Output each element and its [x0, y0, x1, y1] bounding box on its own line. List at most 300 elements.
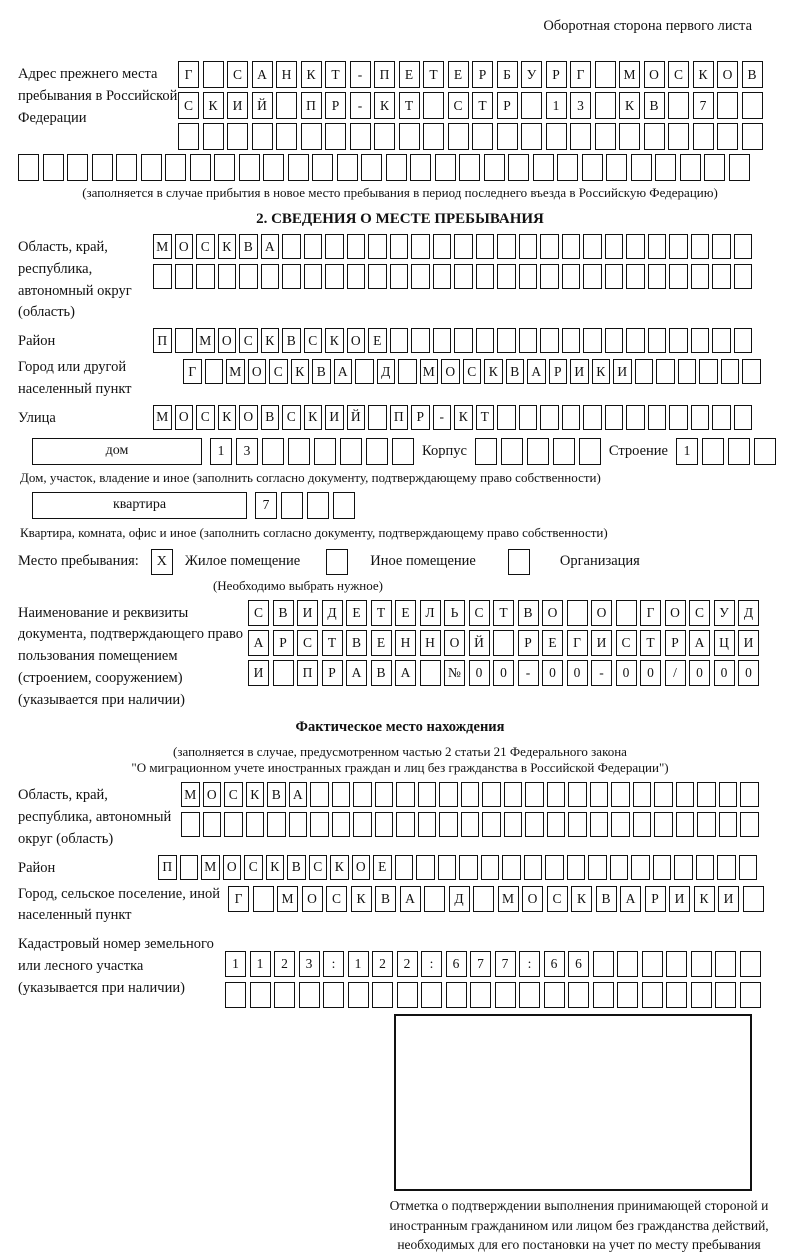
char-box[interactable]: К [592, 359, 611, 384]
char-box[interactable]: Е [371, 630, 392, 656]
char-box[interactable] [567, 600, 588, 626]
char-box[interactable]: 1 [348, 951, 369, 977]
char-box[interactable] [715, 951, 736, 977]
char-box[interactable]: Т [325, 61, 346, 88]
char-box[interactable] [568, 982, 589, 1008]
char-box[interactable]: С [326, 886, 347, 912]
char-box[interactable]: 2 [397, 951, 418, 977]
char-box[interactable]: С [463, 359, 482, 384]
char-box[interactable] [570, 123, 591, 150]
char-box[interactable] [696, 855, 715, 880]
char-box[interactable] [497, 405, 516, 430]
char-box[interactable] [218, 264, 237, 289]
char-box[interactable]: - [350, 92, 371, 119]
char-box[interactable] [433, 234, 452, 259]
char-box[interactable]: С [469, 600, 490, 626]
char-box[interactable] [583, 328, 602, 353]
char-box[interactable]: К [301, 61, 322, 88]
char-box[interactable]: Й [347, 405, 366, 430]
char-box[interactable] [116, 154, 137, 181]
char-box[interactable] [545, 855, 564, 880]
char-box[interactable]: Р [322, 660, 343, 686]
char-box[interactable]: О [444, 630, 465, 656]
stay-type-checkbox-organization[interactable] [508, 549, 530, 575]
char-box[interactable] [669, 264, 688, 289]
char-box[interactable] [323, 982, 344, 1008]
char-box[interactable] [418, 812, 437, 837]
char-box[interactable]: В [518, 600, 539, 626]
char-box[interactable]: А [620, 886, 641, 912]
char-box[interactable] [239, 154, 260, 181]
prev-address-row-2[interactable] [178, 92, 763, 119]
char-box[interactable]: И [669, 886, 690, 912]
char-box[interactable] [411, 264, 430, 289]
char-box[interactable] [611, 782, 630, 807]
char-box[interactable] [595, 92, 616, 119]
char-box[interactable] [610, 855, 629, 880]
char-box[interactable]: - [518, 660, 539, 686]
char-box[interactable]: А [527, 359, 546, 384]
char-box[interactable] [262, 438, 284, 465]
region-row-2[interactable] [153, 264, 752, 289]
char-box[interactable] [648, 405, 667, 430]
char-box[interactable] [562, 264, 581, 289]
char-box[interactable]: 7 [693, 92, 714, 119]
char-box[interactable]: Е [373, 855, 392, 880]
char-box[interactable]: Т [423, 61, 444, 88]
char-box[interactable] [420, 660, 441, 686]
char-box[interactable]: Ь [444, 600, 465, 626]
char-box[interactable] [740, 951, 761, 977]
char-box[interactable] [203, 123, 224, 150]
char-box[interactable]: А [395, 660, 416, 686]
prev-address-overflow-row[interactable] [18, 154, 782, 181]
char-box[interactable] [276, 92, 297, 119]
char-box[interactable] [368, 264, 387, 289]
char-box[interactable]: С [248, 600, 269, 626]
char-box[interactable]: Т [371, 600, 392, 626]
char-box[interactable] [43, 154, 64, 181]
char-box[interactable] [398, 359, 417, 384]
char-box[interactable] [605, 405, 624, 430]
char-box[interactable]: Д [322, 600, 343, 626]
prev-address-row-1[interactable] [178, 61, 763, 88]
char-box[interactable]: И [248, 660, 269, 686]
char-box[interactable] [312, 154, 333, 181]
char-box[interactable]: Р [472, 61, 493, 88]
char-box[interactable]: В [282, 328, 301, 353]
char-box[interactable] [656, 359, 675, 384]
char-box[interactable] [350, 123, 371, 150]
char-box[interactable]: В [267, 782, 286, 807]
char-box[interactable] [361, 154, 382, 181]
char-box[interactable]: Й [469, 630, 490, 656]
char-box[interactable]: Н [395, 630, 416, 656]
char-box[interactable] [697, 812, 716, 837]
char-box[interactable] [448, 123, 469, 150]
char-box[interactable]: С [547, 886, 568, 912]
char-box[interactable] [410, 154, 431, 181]
char-box[interactable] [253, 886, 274, 912]
char-box[interactable] [588, 855, 607, 880]
char-box[interactable] [203, 61, 224, 88]
char-box[interactable]: А [289, 782, 308, 807]
char-box[interactable] [546, 123, 567, 150]
char-box[interactable] [606, 154, 627, 181]
char-box[interactable] [497, 234, 516, 259]
char-box[interactable] [527, 438, 549, 465]
char-box[interactable] [691, 982, 712, 1008]
char-box[interactable]: Е [346, 600, 367, 626]
char-box[interactable] [676, 812, 695, 837]
char-box[interactable] [553, 438, 575, 465]
char-box[interactable]: 1 [210, 438, 232, 465]
char-box[interactable] [557, 154, 578, 181]
char-box[interactable] [734, 234, 753, 259]
char-box[interactable]: Р [645, 886, 666, 912]
char-box[interactable] [544, 982, 565, 1008]
char-box[interactable]: О [302, 886, 323, 912]
char-box[interactable] [454, 328, 473, 353]
char-box[interactable]: С [196, 234, 215, 259]
char-box[interactable]: Н [276, 61, 297, 88]
char-box[interactable]: О [644, 61, 665, 88]
char-box[interactable] [691, 328, 710, 353]
char-box[interactable] [697, 782, 716, 807]
char-box[interactable]: С [224, 782, 243, 807]
char-box[interactable] [348, 982, 369, 1008]
char-box[interactable] [593, 951, 614, 977]
char-box[interactable]: А [346, 660, 367, 686]
char-box[interactable]: В [273, 600, 294, 626]
char-box[interactable]: О [665, 600, 686, 626]
char-box[interactable]: К [325, 328, 344, 353]
char-box[interactable] [502, 855, 521, 880]
char-box[interactable] [239, 264, 258, 289]
char-box[interactable]: Е [448, 61, 469, 88]
char-box[interactable] [397, 982, 418, 1008]
char-box[interactable]: И [591, 630, 612, 656]
char-box[interactable]: Г [567, 630, 588, 656]
char-box[interactable]: К [304, 405, 323, 430]
char-box[interactable] [165, 154, 186, 181]
char-box[interactable]: С [309, 855, 328, 880]
document-row-2[interactable] [248, 630, 759, 656]
char-box[interactable]: П [301, 92, 322, 119]
char-box[interactable] [668, 123, 689, 150]
char-box[interactable] [433, 264, 452, 289]
char-box[interactable] [310, 782, 329, 807]
char-box[interactable] [476, 264, 495, 289]
char-box[interactable] [353, 812, 372, 837]
char-box[interactable] [579, 438, 601, 465]
char-box[interactable] [423, 92, 444, 119]
char-box[interactable] [333, 492, 355, 519]
char-box[interactable]: П [374, 61, 395, 88]
char-box[interactable] [521, 92, 542, 119]
char-box[interactable] [740, 812, 759, 837]
char-box[interactable] [680, 154, 701, 181]
char-box[interactable]: К [484, 359, 503, 384]
char-box[interactable]: С [616, 630, 637, 656]
char-box[interactable] [583, 264, 602, 289]
char-box[interactable]: М [619, 61, 640, 88]
street-row[interactable] [153, 405, 752, 430]
char-box[interactable] [743, 886, 764, 912]
char-box[interactable]: У [521, 61, 542, 88]
char-box[interactable] [289, 812, 308, 837]
char-box[interactable]: Р [518, 630, 539, 656]
char-box[interactable]: Р [549, 359, 568, 384]
char-box[interactable] [644, 123, 665, 150]
house-number-cells[interactable] [210, 438, 414, 465]
cadastral-row-1[interactable] [225, 951, 761, 977]
char-box[interactable]: Д [449, 886, 470, 912]
char-box[interactable] [92, 154, 113, 181]
char-box[interactable] [712, 328, 731, 353]
char-box[interactable]: Р [497, 92, 518, 119]
char-box[interactable] [547, 782, 566, 807]
char-box[interactable]: И [718, 886, 739, 912]
char-box[interactable] [655, 154, 676, 181]
char-box[interactable] [411, 328, 430, 353]
char-box[interactable]: Е [368, 328, 387, 353]
char-box[interactable] [540, 234, 559, 259]
char-box[interactable] [593, 982, 614, 1008]
char-box[interactable]: К [351, 886, 372, 912]
char-box[interactable]: - [350, 61, 371, 88]
char-box[interactable] [392, 438, 414, 465]
char-box[interactable]: О [591, 600, 612, 626]
char-box[interactable]: 6 [544, 951, 565, 977]
char-box[interactable] [668, 92, 689, 119]
char-box[interactable] [205, 359, 224, 384]
char-box[interactable]: 0 [738, 660, 759, 686]
char-box[interactable] [504, 782, 523, 807]
char-box[interactable]: П [297, 660, 318, 686]
char-box[interactable]: Т [322, 630, 343, 656]
char-box[interactable]: 3 [299, 951, 320, 977]
char-box[interactable]: О [347, 328, 366, 353]
char-box[interactable]: М [196, 328, 215, 353]
char-box[interactable] [626, 405, 645, 430]
char-box[interactable]: Е [542, 630, 563, 656]
char-box[interactable]: Г [183, 359, 202, 384]
char-box[interactable]: И [325, 405, 344, 430]
apartment-cells[interactable] [255, 492, 355, 519]
char-box[interactable] [484, 154, 505, 181]
char-box[interactable] [355, 359, 374, 384]
char-box[interactable] [304, 234, 323, 259]
char-box[interactable] [181, 812, 200, 837]
char-box[interactable] [519, 234, 538, 259]
char-box[interactable] [525, 782, 544, 807]
char-box[interactable]: В [644, 92, 665, 119]
char-box[interactable] [734, 328, 753, 353]
char-box[interactable]: С [269, 359, 288, 384]
char-box[interactable] [396, 782, 415, 807]
char-box[interactable] [740, 782, 759, 807]
char-box[interactable] [282, 234, 301, 259]
char-box[interactable]: О [239, 405, 258, 430]
char-box[interactable] [666, 951, 687, 977]
char-box[interactable]: Д [738, 600, 759, 626]
char-box[interactable] [196, 264, 215, 289]
char-box[interactable] [390, 264, 409, 289]
char-box[interactable] [301, 123, 322, 150]
char-box[interactable] [482, 782, 501, 807]
actual-region-row-1[interactable] [181, 782, 759, 807]
char-box[interactable]: 1 [676, 438, 698, 465]
stay-type-checkbox-residential[interactable]: X [151, 549, 173, 575]
char-box[interactable] [439, 782, 458, 807]
char-box[interactable]: М [181, 782, 200, 807]
char-box[interactable]: К [261, 328, 280, 353]
char-box[interactable] [473, 886, 494, 912]
char-box[interactable]: О [717, 61, 738, 88]
char-box[interactable]: К [291, 359, 310, 384]
char-box[interactable] [433, 328, 452, 353]
char-box[interactable] [476, 234, 495, 259]
char-box[interactable] [739, 855, 758, 880]
char-box[interactable]: Р [411, 405, 430, 430]
char-box[interactable] [375, 782, 394, 807]
char-box[interactable]: Т [472, 92, 493, 119]
char-box[interactable]: А [400, 886, 421, 912]
char-box[interactable]: Р [665, 630, 686, 656]
char-box[interactable] [676, 782, 695, 807]
char-box[interactable]: 7 [255, 492, 277, 519]
char-box[interactable] [332, 782, 351, 807]
char-box[interactable]: И [738, 630, 759, 656]
char-box[interactable] [583, 405, 602, 430]
char-box[interactable]: О [175, 234, 194, 259]
char-box[interactable] [626, 328, 645, 353]
char-box[interactable]: В [261, 405, 280, 430]
char-box[interactable] [501, 438, 523, 465]
char-box[interactable]: В [239, 234, 258, 259]
char-box[interactable] [642, 951, 663, 977]
char-box[interactable] [438, 855, 457, 880]
char-box[interactable] [374, 123, 395, 150]
char-box[interactable]: Г [640, 600, 661, 626]
char-box[interactable] [547, 812, 566, 837]
char-box[interactable]: С [227, 61, 248, 88]
char-box[interactable] [583, 234, 602, 259]
char-box[interactable]: С [297, 630, 318, 656]
char-box[interactable] [246, 812, 265, 837]
char-box[interactable] [519, 405, 538, 430]
char-box[interactable]: В [371, 660, 392, 686]
char-box[interactable]: В [287, 855, 306, 880]
char-box[interactable]: С [282, 405, 301, 430]
char-box[interactable] [568, 812, 587, 837]
char-box[interactable] [611, 812, 630, 837]
char-box[interactable]: К [694, 886, 715, 912]
char-box[interactable]: К [266, 855, 285, 880]
char-box[interactable]: Ц [714, 630, 735, 656]
char-box[interactable]: М [226, 359, 245, 384]
char-box[interactable]: К [218, 234, 237, 259]
char-box[interactable] [540, 264, 559, 289]
char-box[interactable] [314, 438, 336, 465]
char-box[interactable] [562, 328, 581, 353]
char-box[interactable] [729, 154, 750, 181]
char-box[interactable] [633, 782, 652, 807]
korpus-cells[interactable] [475, 438, 601, 465]
char-box[interactable] [519, 982, 540, 1008]
char-box[interactable]: К [454, 405, 473, 430]
char-box[interactable]: В [375, 886, 396, 912]
char-box[interactable]: 2 [274, 951, 295, 977]
char-box[interactable] [281, 492, 303, 519]
char-box[interactable]: 3 [570, 92, 591, 119]
char-box[interactable]: 0 [567, 660, 588, 686]
char-box[interactable]: Д [377, 359, 396, 384]
char-box[interactable]: 1 [546, 92, 567, 119]
char-box[interactable] [582, 154, 603, 181]
char-box[interactable] [493, 630, 514, 656]
stroenie-cells[interactable] [676, 438, 776, 465]
char-box[interactable] [461, 782, 480, 807]
char-box[interactable]: К [203, 92, 224, 119]
char-box[interactable] [562, 405, 581, 430]
char-box[interactable] [476, 328, 495, 353]
char-box[interactable] [497, 123, 518, 150]
char-box[interactable]: О [441, 359, 460, 384]
char-box[interactable] [504, 812, 523, 837]
char-box[interactable]: 6 [446, 951, 467, 977]
char-box[interactable] [616, 600, 637, 626]
char-box[interactable] [421, 982, 442, 1008]
char-box[interactable] [288, 154, 309, 181]
char-box[interactable]: М [498, 886, 519, 912]
char-box[interactable]: № [444, 660, 465, 686]
char-box[interactable] [653, 855, 672, 880]
char-box[interactable] [299, 982, 320, 1008]
char-box[interactable] [734, 264, 753, 289]
char-box[interactable]: Н [420, 630, 441, 656]
char-box[interactable] [227, 123, 248, 150]
char-box[interactable]: Т [493, 600, 514, 626]
char-box[interactable] [648, 234, 667, 259]
char-box[interactable] [562, 234, 581, 259]
char-box[interactable] [605, 234, 624, 259]
char-box[interactable]: В [596, 886, 617, 912]
char-box[interactable] [742, 359, 761, 384]
char-box[interactable] [754, 438, 776, 465]
char-box[interactable] [224, 812, 243, 837]
char-box[interactable] [540, 328, 559, 353]
char-box[interactable] [524, 855, 543, 880]
cadastral-row-2[interactable] [225, 982, 761, 1008]
char-box[interactable] [590, 812, 609, 837]
char-box[interactable] [424, 886, 445, 912]
document-row-1[interactable] [248, 600, 759, 626]
char-box[interactable]: О [218, 328, 237, 353]
char-box[interactable] [642, 982, 663, 1008]
char-box[interactable] [595, 123, 616, 150]
char-box[interactable]: : [519, 951, 540, 977]
char-box[interactable] [190, 154, 211, 181]
char-box[interactable] [340, 438, 362, 465]
char-box[interactable] [669, 405, 688, 430]
char-box[interactable] [699, 359, 718, 384]
char-box[interactable] [719, 782, 738, 807]
char-box[interactable]: - [433, 405, 452, 430]
char-box[interactable] [368, 234, 387, 259]
char-box[interactable] [214, 154, 235, 181]
